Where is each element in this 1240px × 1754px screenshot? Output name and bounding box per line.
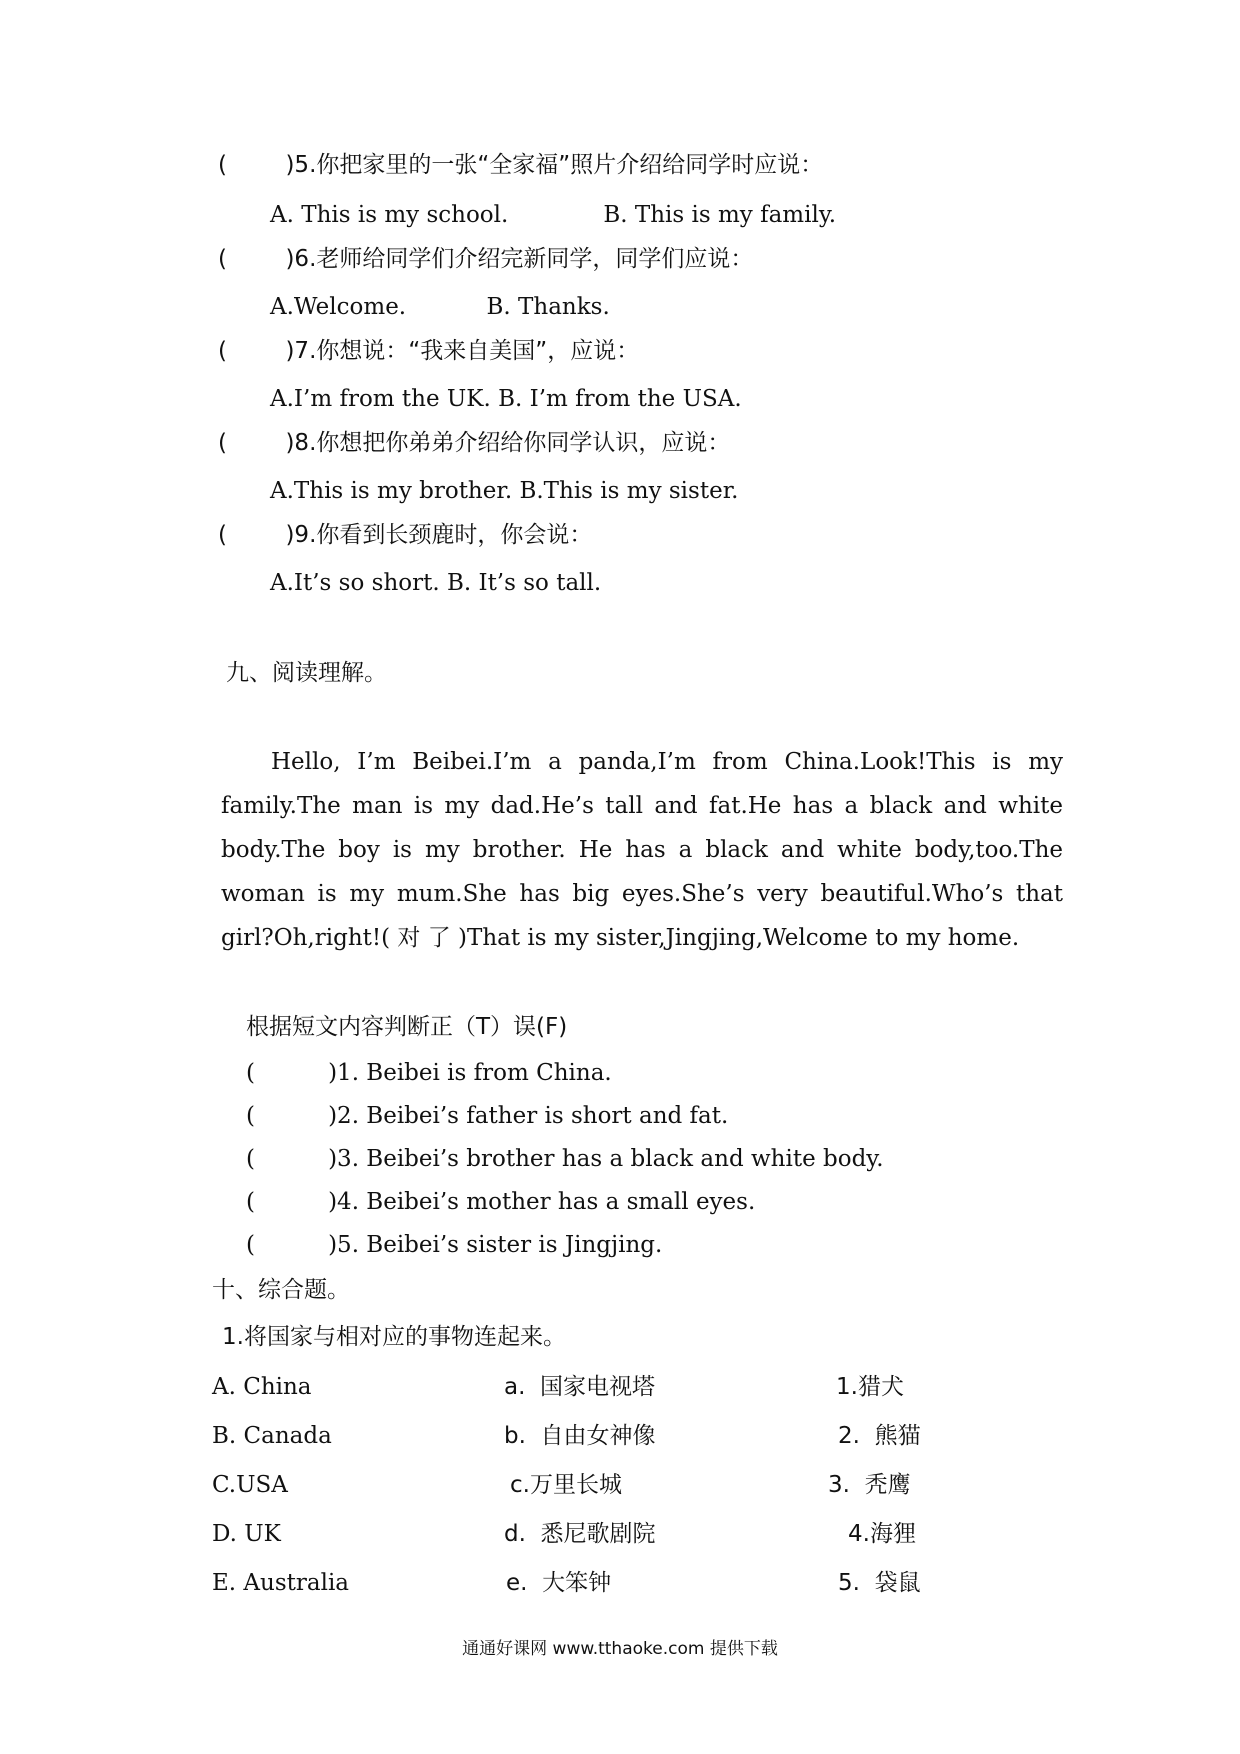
tf-item: ( )1. Beibei is from China. [246,1060,612,1086]
animal-item: 5. 袋鼠 [838,1570,921,1596]
tf-item: ( )3. Beibei’s brother has a black and white body. [246,1146,884,1172]
question-8-options: A.This is my brother. B.This is my sister. [270,478,739,504]
country-item: B. Canada [212,1423,332,1449]
landmark-item: c.万里长城 [510,1472,622,1498]
landmark-item: e. 大笨钟 [506,1570,612,1596]
landmark-item: a. 国家电视塔 [504,1374,656,1400]
tf-item: ( )4. Beibei’s mother has a small eyes. [246,1189,756,1215]
country-item: C.USA [212,1472,288,1498]
country-item: D. UK [212,1521,281,1547]
question-6: ( )6.老师给同学们介绍完新同学，同学们应说： [218,246,754,272]
reading-passage: Hello, I’m Beibei.I’m a panda,I’m from China.Look!This is my family.The man is my dad.He’s tall and fat.He has a black and white body.The boy is my brother. He has a black and white body,too.The woman is my mum.She has big eyes.She’s very beautiful.Who’s that girl?Oh,right!( 对 了 )That is my sister,Jingjing,Welcome to my home. [221,749,1063,951]
tf-item: ( )2. Beibei’s father is short and fat. [246,1103,729,1129]
section-10-heading: 十、综合题。 [212,1277,350,1303]
country-item: E. Australia [212,1570,350,1596]
question-9-options: A.It’s so short. B. It’s so tall. [270,570,602,596]
page-footer: 通通好课网 www.tthaoke.com 提供下载 [462,1639,778,1659]
animal-item: 1.猎犬 [836,1374,904,1400]
tf-instruction: 根据短文内容判断正（T）误(F) [246,1014,568,1040]
question-8: ( )8.你想把你弟弟介绍给你同学认识，应说： [218,430,731,456]
country-item: A. China [212,1374,312,1400]
question-6-options: A.Welcome. B. Thanks. [270,294,610,320]
matching-instruction: 1.将国家与相对应的事物连起来。 [222,1324,566,1350]
question-9: ( )9.你看到长颈鹿时，你会说： [218,522,593,548]
landmark-item: d. 悉尼歌剧院 [504,1521,656,1547]
animal-item: 2. 熊猫 [838,1423,921,1449]
question-5-options: A. This is my school. B. This is my family. [270,202,837,228]
landmark-item: b. 自由女神像 [504,1423,656,1449]
question-7-options: A.I’m from the UK. B. I’m from the USA. [270,386,742,412]
animal-item: 3. 秃鹰 [828,1472,911,1498]
section-9-heading: 九、阅读理解。 [226,660,387,686]
question-7: ( )7.你想说：“我来自美国”，应说： [218,338,640,364]
question-5: ( )5.你把家里的一张“全家福”照片介绍给同学时应说： [218,152,824,178]
tf-item: ( )5. Beibei’s sister is Jingjing. [246,1232,663,1258]
animal-item: 4.海狸 [848,1521,916,1547]
